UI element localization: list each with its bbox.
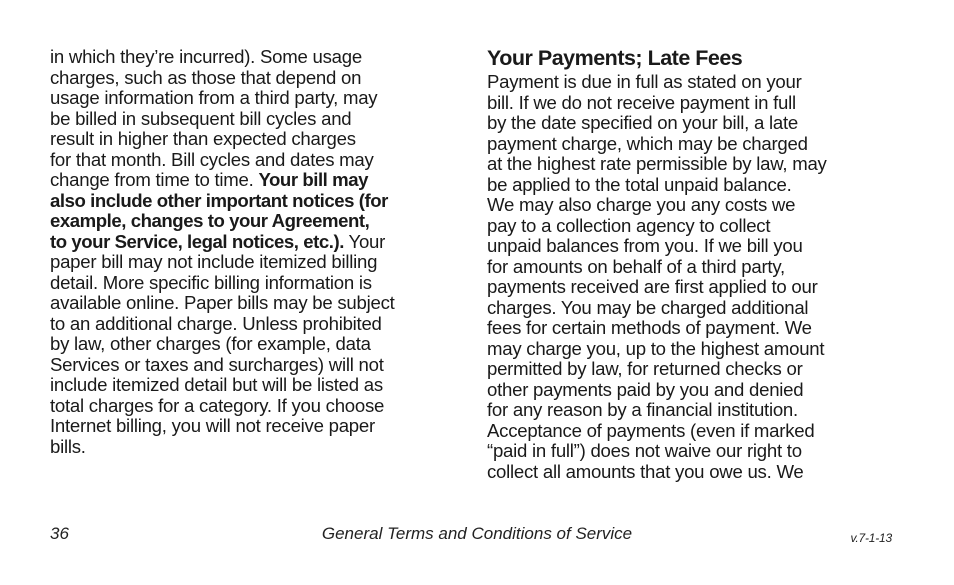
paragraph-line: payments received are first applied to our [487,276,818,297]
paragraph-line [50,273,450,294]
text-run: detail. More specific billing information is [50,271,372,293]
paragraph-line [50,211,450,232]
paragraph-line [50,47,450,68]
text-run: by law, other charges (for example, data [50,333,371,354]
paragraph-line [50,109,450,130]
section-heading-payments-late-fees: Your Payments; Late Fees [487,46,743,70]
paragraph-line: may charge you, up to the highest amount [487,337,825,359]
paragraph-line [50,88,450,109]
document-title: General Terms and Conditions of Service [321,524,633,543]
text-run: charges, such as those that depend on [50,66,362,88]
paragraph-line [50,293,450,314]
paragraph-line [50,129,450,150]
text-run: Internet billing, you will not receive paper [50,415,375,436]
text-run: paper bill may not include itemized billing [50,251,378,272]
paragraph-line: for any reason by a financial institution. [487,399,798,420]
text-run: be billed in subsequent bill cycles and [50,107,352,129]
paragraph-line [50,150,450,171]
right-column [487,47,887,482]
text-run: total charges for a category. If you choose [50,394,385,416]
version-label: v.7-1-13 [850,531,892,545]
paragraph-line: be applied to the total unpaid balance. [487,173,792,195]
text-run: Services or taxes and surcharges) will not [50,353,384,375]
paragraph-line: collect all amounts that you owe us. We [487,460,804,482]
paragraph-line [50,355,450,376]
text-run: include itemized detail but will be listed as [50,374,383,395]
text-run: in which they’re incurred). Some usage [50,46,362,67]
bold-text-run: example, changes to your Agreement, [50,210,370,231]
paragraph-line [50,170,450,191]
text-run: result in higher than expected charges [50,128,356,149]
text-run: available online. Paper bills may be subject [50,292,395,313]
paragraph-line [50,416,450,437]
text-run: bills. [50,435,86,457]
paragraph-line: “paid in full”) does not waive our right to [487,440,802,461]
paragraph-line: bill. If we do not receive payment in full [487,91,796,113]
paragraph-line: by the date specified on your bill, a late [487,112,798,133]
paragraph-line [50,437,450,458]
bold-text-run: also include other important notices (for [50,189,388,211]
text-run: change from time to time. [50,169,259,190]
paragraph-line [50,252,450,273]
paragraph-line: We may also charge you any costs we [487,194,796,215]
paragraph-line [50,334,450,355]
paragraph-line: pay to a collection agency to collect [487,214,771,236]
paragraph-line: permitted by law, for returned checks or [487,358,803,379]
paragraph-line: payment charge, which may be charged [487,132,808,154]
paragraph-line [50,68,450,89]
paragraph-line: other payments paid by you and denied [487,378,804,400]
paragraph-line [50,314,450,335]
paragraph-line: fees for certain methods of payment. We [487,317,812,338]
bold-text-run: to your Service, legal notices, etc.). [50,230,344,252]
paragraph-line [50,232,450,253]
paragraph-line: Acceptance of payments (even if marked [487,419,815,441]
text-run: usage information from a third party, may [50,87,378,108]
text-run: for that month. Bill cycles and dates may [50,148,374,170]
paragraph-line: at the highest rate permissible by law, may [487,153,827,174]
text-run: to an additional charge. Unless prohibited [50,312,382,334]
page-number: 36 [50,524,69,543]
paragraph-line [50,191,450,212]
paragraph-line [50,375,450,396]
paragraph-line: unpaid balances from you. If we bill you [487,235,803,256]
text-run: Your [343,230,386,252]
bold-text-run: Your bill may [258,169,368,190]
paragraph-line: charges. You may be charged additional [487,296,809,318]
paragraph-line: Payment is due in full as stated on your [487,71,802,92]
paragraph-line: for amounts on behalf of a third party, [487,255,785,277]
paragraph-line [50,396,450,417]
left-column [50,47,450,457]
